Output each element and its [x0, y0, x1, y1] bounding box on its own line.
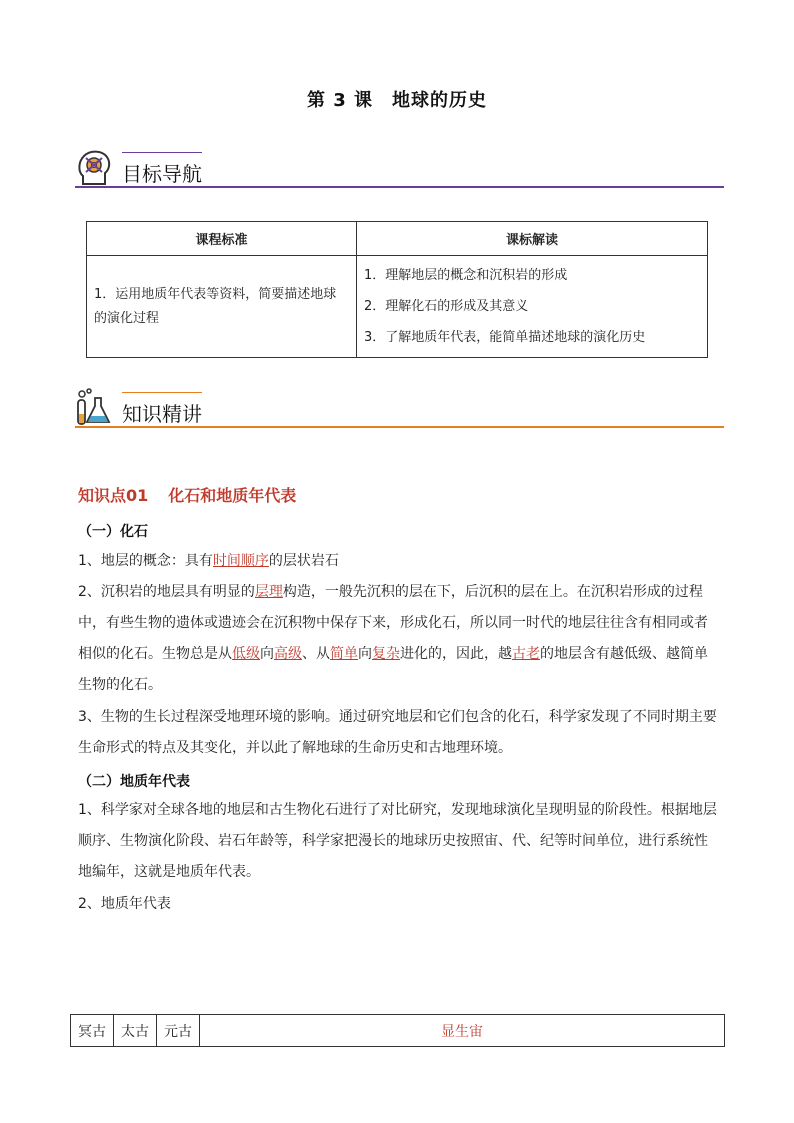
knowledge-point-title: [78, 483, 296, 506]
text: 向: [260, 646, 274, 662]
underlined-term: 简单: [330, 646, 358, 662]
table-row: [71, 1015, 725, 1047]
header-interpretation: 课标解读: [357, 222, 708, 256]
knowledge-point-number: 知识点01: [78, 486, 149, 505]
paragraph-sedimentary: [78, 577, 718, 701]
eon-proterozoic: 元古: [157, 1015, 200, 1047]
underlined-term: 古老: [512, 646, 540, 662]
table-header-row: [87, 222, 708, 256]
eon-hadean: 冥古: [71, 1015, 114, 1047]
standard-cell: 1．运用地质年代表等资料，简要描述地球的演化过程: [87, 256, 357, 358]
lab-flask-icon: [75, 388, 113, 428]
section-knowledge-header: [75, 388, 724, 430]
paragraph-timescale-label: 2、地质年代表: [78, 896, 171, 912]
interpretation-item: 3．了解地质年代表，能简单描述地球的演化历史: [364, 330, 646, 345]
text: 1、地层的概念：具有: [78, 553, 213, 569]
text: 、从: [302, 646, 330, 662]
text: 的地层含有越低级、越简单生物的化石。: [78, 646, 708, 693]
section-goal-rule: [75, 186, 724, 188]
underlined-term: 高级: [274, 646, 302, 662]
subheading-fossil: （一）化石: [78, 524, 148, 540]
interpretation-item: 2．理解化石的形成及其意义: [364, 299, 529, 314]
text: 的层状岩石: [268, 553, 339, 569]
interpretation-item: 1．理解地层的概念和沉积岩的形成: [364, 268, 568, 283]
text: 构造，一般先沉积的层在下，后沉积的层在上。在沉积岩形成的过程中，有些生物的遗体或遗迹会在沉积物中保存下来，形成化石，所以同一时代的地层往往含有相同或者相似的化石。生物总是从: [78, 584, 708, 662]
text: 2、沉积岩的地层具有明显的: [78, 584, 255, 600]
eon-archean: 太古: [114, 1015, 157, 1047]
text: 进化的，因此，越: [400, 646, 512, 662]
section-goal-label: 目标导航: [122, 162, 202, 186]
underlined-term: 时间顺序: [212, 553, 269, 569]
interpretation-cell: [357, 256, 708, 358]
underlined-term: 层理: [254, 584, 283, 600]
section-knowledge-rule: [75, 426, 724, 428]
subheading-geologic-timescale: （二）地质年代表: [78, 774, 190, 790]
header-standard: 课程标准: [87, 222, 357, 256]
eon-phanerozoic: 显生宙: [200, 1015, 725, 1047]
page-title: 第 3 课 地球的历史: [306, 90, 488, 111]
section-knowledge-label: 知识精讲: [122, 402, 202, 426]
section-goal-header: [75, 148, 724, 190]
section-topline: [122, 392, 202, 393]
geologic-time-table: [70, 1014, 725, 1047]
section-topline: [122, 152, 202, 153]
brain-gear-icon: [75, 148, 113, 188]
paragraph-timescale-intro: 1、科学家对全球各地的地层和古生物化石进行了对比研究，发现地球演化呈现明显的阶段性。根据地层顺序、生物演化阶段、岩石年龄等，科学家把漫长的地球历史按照宙、代、纪等时间单位，进行系统性地编年，这就是地质年代表。: [78, 802, 717, 880]
underlined-term: 复杂: [372, 646, 400, 662]
standards-table: [86, 221, 708, 358]
knowledge-point-name: 化石和地质年代表: [168, 486, 297, 505]
underlined-term: 低级: [232, 646, 260, 662]
text: 向: [358, 646, 372, 662]
paragraph-stratum-concept: [78, 546, 718, 577]
table-row: [87, 256, 708, 358]
paragraph-environment: 3、生物的生长过程深受地理环境的影响。通过研究地层和它们包含的化石，科学家发现了不同时期主要生命形式的特点及其变化，并以此了解地球的生命历史和古地理环境。: [78, 709, 717, 756]
